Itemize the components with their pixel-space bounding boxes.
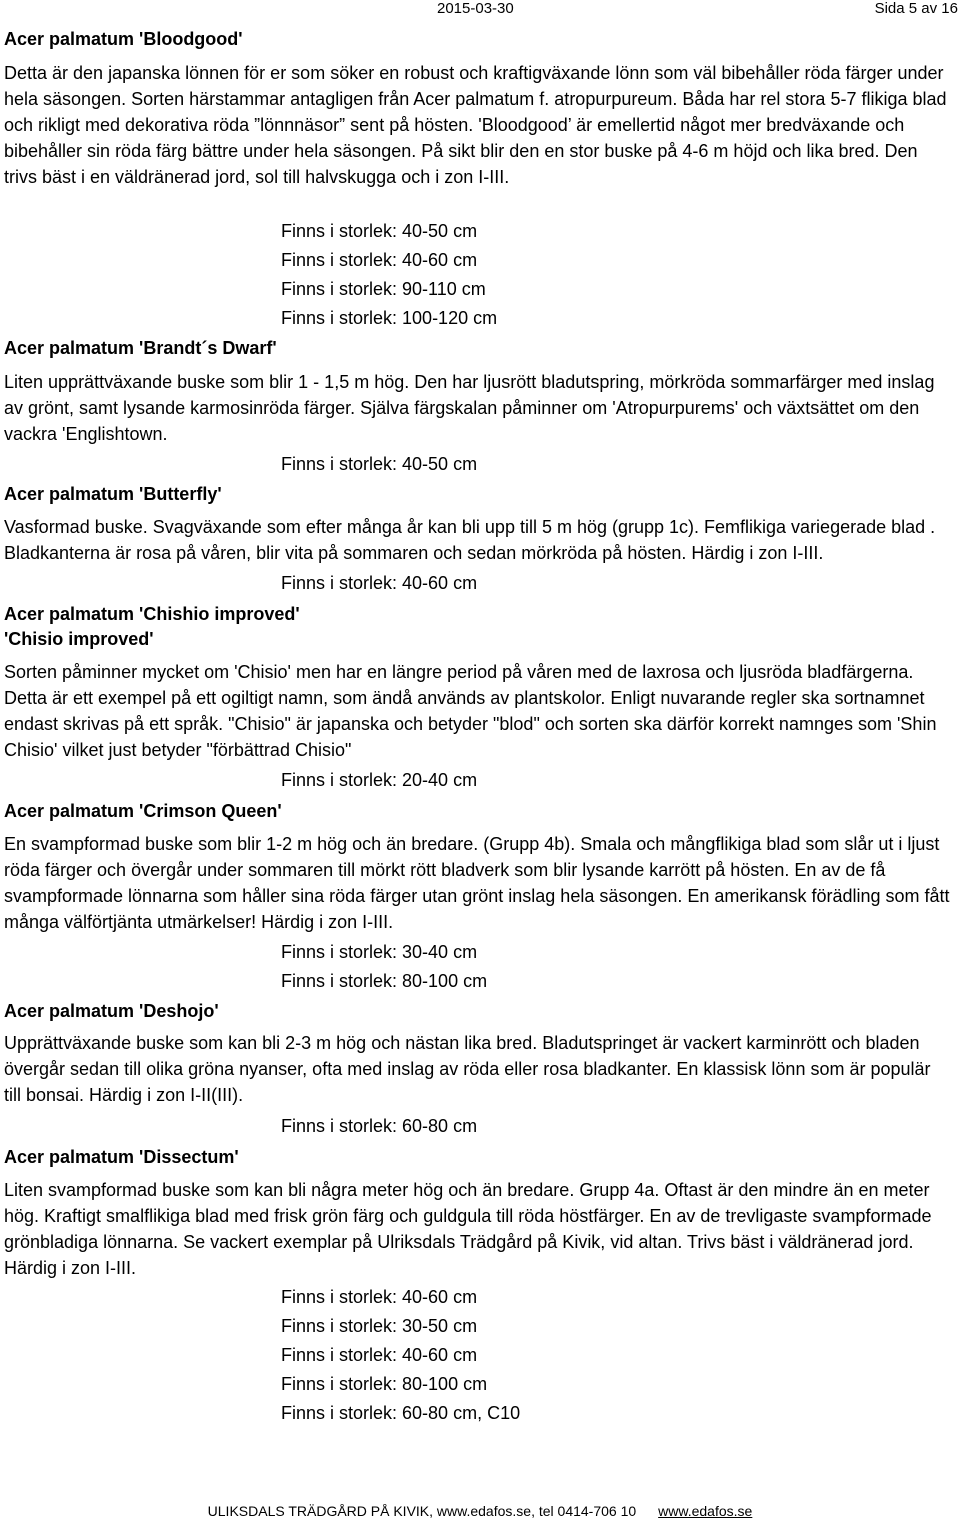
footer-website-link[interactable]: www.edafos.se [658,1503,753,1519]
size-list [281,569,477,598]
size-item: Finns i storlek: 40-50 cm [281,454,478,474]
entry-subtitle: 'Chisio improved' [4,629,154,649]
size-item: Finns i storlek: 100-120 cm [281,308,498,328]
size-item: Finns i storlek: 80-100 cm [281,1374,488,1394]
size-item: Finns i storlek: 40-60 cm [281,573,478,593]
entry-title: Acer palmatum 'Deshojo' [4,1001,219,1021]
size-list [281,1112,477,1141]
entry-description: Detta är den japanska lönnen för er som söker en robust och kraftigväxande lönn som väl bibehåller röda färger under hela säsongen. Sorten härstammar antagligen från Acer palmatum f. atropurpureum. Båda har rel stora 5-7 flikiga blad och rikligt med dekorativa röda ”lönnnäsor” sent på hösten. 'Bloodgood’ är emellertid något mer bredväxande och bibehåller sin röda färg bättre under hela säsongen. På sikt blir den en stor buske på 4-6 m höjd och lika bred. Den trivs bäst i en väldränerad jord, sol till halvskugga och i zon I-III. [4,63,947,187]
footer-text: ULIKSDALS TRÄDGÅRD PÅ KIVIK, www.edafos.se, tel 0414-706 10 [207,1503,637,1519]
entry-title: Acer palmatum 'Brandt´s Dwarf' [4,338,277,358]
entry-title: Acer palmatum 'Butterfly' [4,484,222,504]
size-item: Finns i storlek: 60-80 cm [281,1116,478,1136]
entry-description: Liten svampformad buske som kan bli några meter hög och än bredare. Grupp 4a. Oftast är den mindre än en meter hög. Kraftigt smalflikiga blad med frisk grön färg och guldgula till röda höstfärger. En av de trevligaste svampformade grönbladiga lönnarna. Se vackert exemplar på Ulriksdals Trädgård på Kivik, vid altan. Trivs bäst i väldränerad jord. Härdig i zon I-III. [4,1180,932,1278]
size-list [281,766,477,795]
header-page-number: Sida 5 av 16 [874,0,958,17]
entry-title: Acer palmatum 'Dissectum' [4,1147,239,1167]
entry-title: Acer palmatum 'Crimson Queen' [4,801,282,821]
entry-title: Acer palmatum 'Chishio improved' [4,604,300,624]
size-item: Finns i storlek: 60-80 cm, C10 [281,1403,521,1423]
size-item: Finns i storlek: 40-60 cm [281,250,478,270]
size-list [281,217,497,333]
entry-description: Sorten påminner mycket om 'Chisio' men har en längre period på våren med de laxrosa och ljusröda bladfärgerna. Detta är ett exempel på ett ogiltigt namn, som ändå används av plantskolor. Enligt nuvarande regler ska sortnamnet endast skrivas på ett språk. "Chisio" är japanska och betyder "blod" och sorten ska därför korrekt namnges som 'Shin Chisio' vilket just betyder "förbättrad Chisio" [4,662,937,760]
entry-description: Vasformad buske. Svagväxande som efter många år kan bli upp till 5 m hög (grupp 1c). Femflikiga variegerade blad . Bladkanterna är rosa på våren, blir vita på sommaren och sedan mörkröda på hösten. Härdig i zon I-III. [4,517,936,563]
size-item: Finns i storlek: 90-110 cm [281,279,486,299]
header-date: 2015-03-30 [437,0,514,17]
size-item: Finns i storlek: 40-60 cm [281,1345,478,1365]
size-list [281,450,477,479]
size-item: Finns i storlek: 40-60 cm [281,1287,478,1307]
entry-description: En svampformad buske som blir 1-2 m hög och än bredare. (Grupp 4b). Smala och mångflikiga blad som slår ut i ljust röda färger och övergår under sommaren till mörkt rött bladverk som blir lysande karrött på hösten. En av de få svampformade lönnarna som håller sina röda färger utan grönt inslag hela säsongen. En amerikansk förädling som fått många välförtjänta utmärkelser! Härdig i zon I-III. [4,834,950,932]
size-item: Finns i storlek: 30-40 cm [281,942,478,962]
size-list [281,938,487,996]
size-item: Finns i storlek: 20-40 cm [281,770,478,790]
size-list [281,1283,520,1428]
entry-description: Upprättväxande buske som kan bli 2-3 m hög och nästan lika bred. Bladutspringet är vackert karminrött och bladen övergår sedan till olika gröna nyanser, ofta med inslag av röda eller rosa bladkanter. En klassisk lönn som är populär till bonsai. Härdig i zon I-II(III). [4,1033,931,1105]
entry-description: Liten upprättväxande buske som blir 1 - 1,5 m hög. Den har ljusrött bladutspring, mörkröda sommarfärger med inslag av grönt, samt lysande karmosinröda färger. Själva färgskalan påminner om 'Atropurpurems' och växtsättet om den vackra 'Englishtown. [4,372,935,444]
size-item: Finns i storlek: 80-100 cm [281,971,488,991]
size-item: Finns i storlek: 40-50 cm [281,221,478,241]
entry-title: Acer palmatum 'Bloodgood' [4,29,243,49]
size-item: Finns i storlek: 30-50 cm [281,1316,478,1336]
page-footer [0,1503,960,1519]
